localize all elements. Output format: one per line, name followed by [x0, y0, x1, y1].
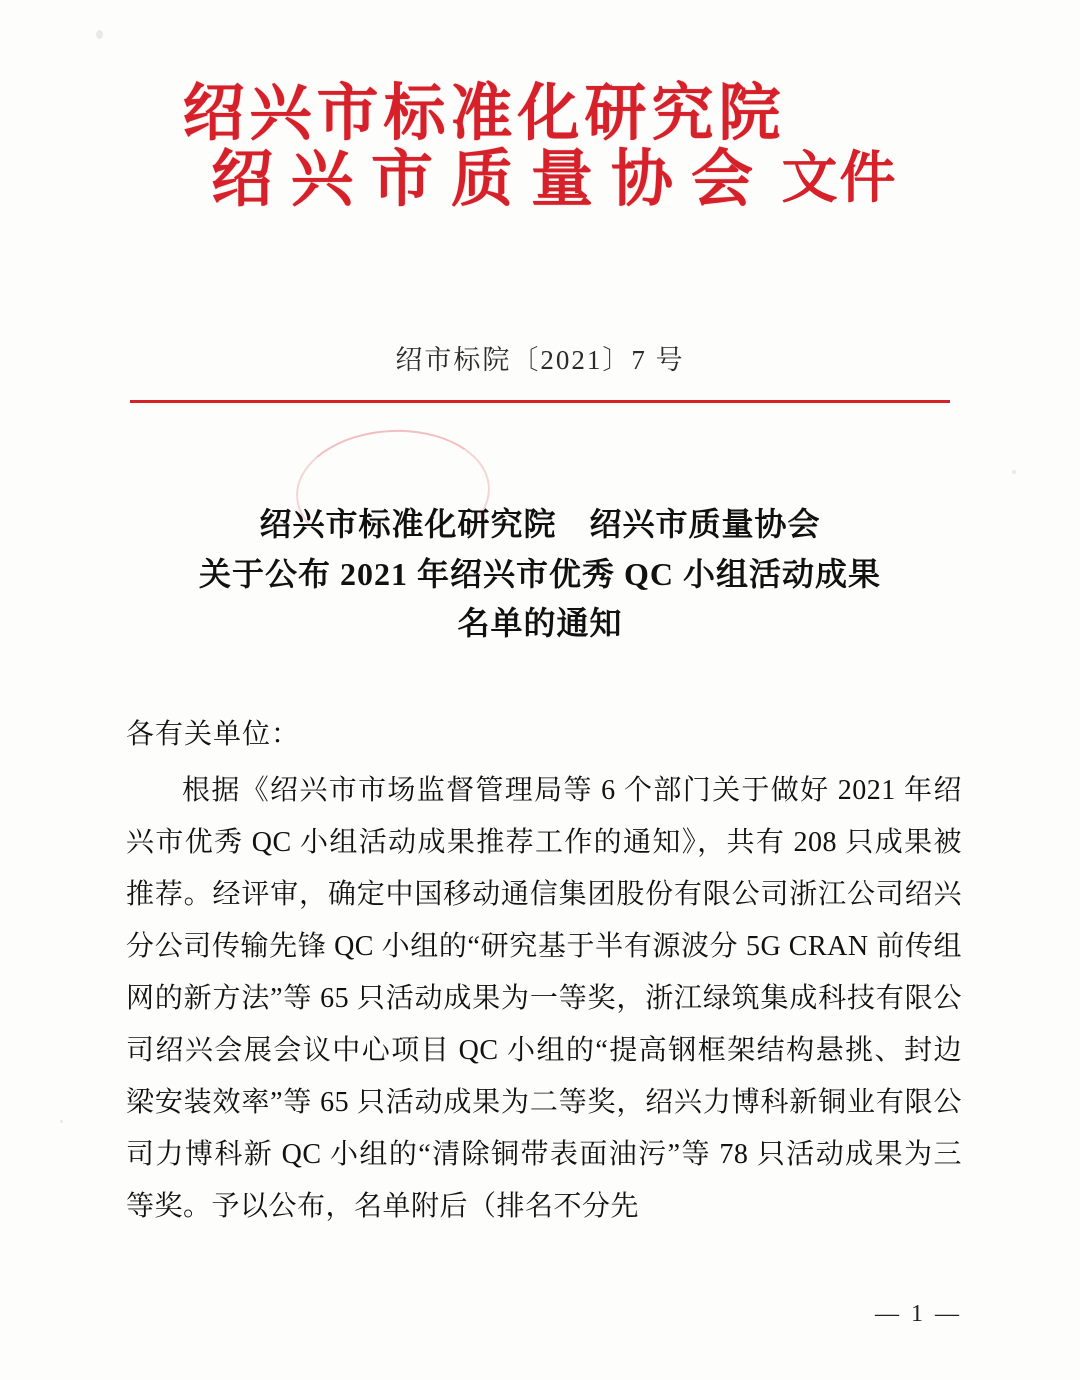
scan-speck [60, 1120, 63, 1123]
scan-speck [96, 30, 103, 39]
masthead [0, 82, 1080, 213]
body-paragraph: 根据《绍兴市市场监督管理局等 6 个部门关于做好 2021 年绍兴市优秀 QC 小组活动成果推荐工作的通知》，共有 208 只成果被推荐。经评审，确定中国移动通信集团股份有限公司浙江公司绍兴分公司传输先锋 QC 小组的“研究基于半有源波分 5G CRAN 前传组网的新方法”等 65 只活动成果为一等奖，浙江绿筑集成科技有限公司绍兴会展会议中心项目 QC 小组的“提高钢框架结构悬挑、封边梁安装效率”等 65 只活动成果为二等奖，绍兴力博科新铜业有限公司力博科新 QC 小组的“清除铜带表面油污”等 78 只活动成果为三等奖。予以公布，名单附后（排名不分先 [126, 775, 962, 1222]
salutation: 各有关单位： [126, 719, 301, 750]
document-number: 绍市标院〔2021〕7 号 [395, 345, 685, 375]
title-line-3: 名单的通知 [457, 605, 623, 642]
body-text [126, 765, 962, 1233]
scan-speck [1012, 470, 1016, 474]
page-number: — 1 — [875, 1301, 962, 1327]
title-line-2: 关于公布 2021 年绍兴市优秀 QC 小组活动成果 [198, 555, 881, 592]
masthead-line-1: 绍兴市标准化研究院 [182, 80, 786, 148]
masthead-suffix: 文件 [781, 148, 898, 211]
red-divider-rule [130, 400, 950, 403]
masthead-row [0, 82, 1080, 213]
title-line-1: 绍兴市标准化研究院 绍兴市质量协会 [259, 506, 821, 542]
page-title [120, 500, 960, 649]
masthead-line-2: 绍兴市质量协会 [210, 145, 771, 214]
masthead-names [182, 82, 785, 213]
